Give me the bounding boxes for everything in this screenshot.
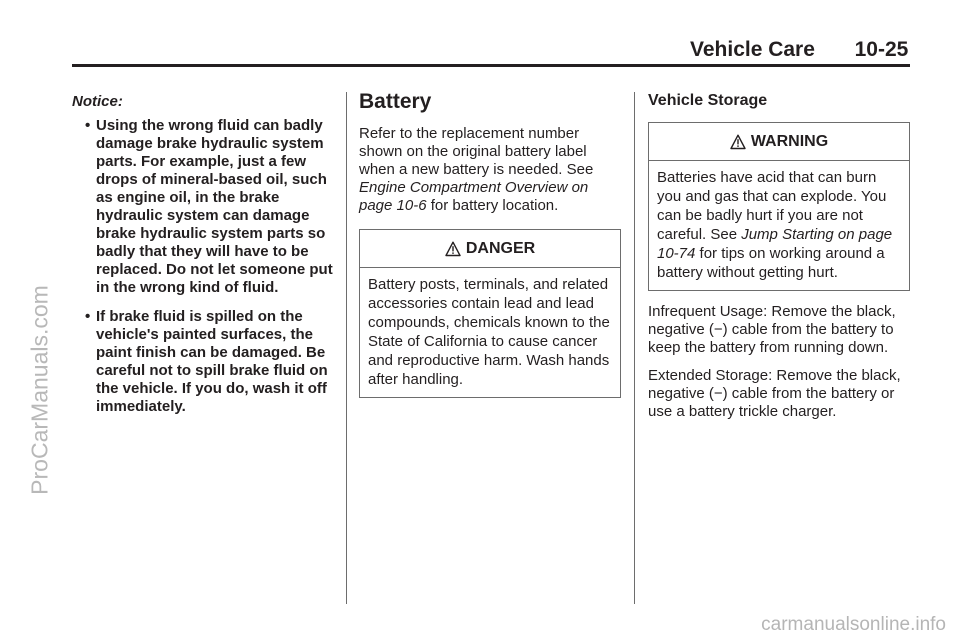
bullet-icon: • <box>85 117 91 134</box>
column-divider-left <box>346 92 347 604</box>
side-watermark-text: ProCarManuals.com <box>26 285 53 495</box>
danger-callout <box>359 229 621 398</box>
extended-storage-paragraph: Extended Storage: Remove the black, negative (−) cable from the battery or use a battery trickle charger. <box>648 367 901 420</box>
notice-bullet <box>72 308 334 416</box>
notice-label: Notice: <box>72 93 123 110</box>
danger-header <box>360 230 620 268</box>
warning-triangle-icon <box>445 241 461 257</box>
battery-column <box>359 89 621 398</box>
side-watermark <box>20 150 60 630</box>
vehicle-storage-column <box>648 91 910 421</box>
battery-intro <box>359 125 621 215</box>
warning-callout <box>648 122 910 291</box>
jump-starting-link[interactable]: Jump Starting on page 10-74 <box>657 226 893 262</box>
warning-triangle-icon <box>730 134 746 150</box>
battery-intro-text: Refer to the replacement number shown on the original battery label when a new battery is needed. <box>359 125 587 178</box>
notice-bullet <box>72 117 334 297</box>
warning-text-before: Batteries have acid that can burn you and gas that can explode. You can be badly hurt if you are not careful. See <box>657 169 887 243</box>
danger-text: Battery posts, terminals, and related accessories contain lead and lead compounds, chemicals known to the State of California to cause cancer and reproductive harm. Wash hands after handling. <box>368 276 610 388</box>
column-divider-right <box>634 92 635 604</box>
warning-header <box>649 123 909 161</box>
warning-title: WARNING <box>750 132 829 150</box>
notice-bullet-text: If brake fluid is spilled on the vehicle's painted surfaces, the paint finish can be damaged. Be careful not to spill brake fluid on the vehicle. If you do, wash it off immediately. <box>96 308 328 415</box>
see-prefix: See <box>566 161 594 178</box>
bullet-icon: • <box>85 308 91 325</box>
battery-heading: Battery <box>359 90 432 113</box>
infrequent-usage-paragraph: Infrequent Usage: Remove the black, negative (−) cable from the battery to keep the battery from running down. <box>648 303 896 356</box>
warning-text-after: for tips on working around a battery without getting hurt. <box>657 245 885 281</box>
header-page-number: 10-25 <box>854 38 909 61</box>
warning-body <box>649 161 909 290</box>
header-rule <box>72 64 910 67</box>
header-section-title: Vehicle Care <box>690 38 815 61</box>
engine-compartment-link[interactable]: Engine Compartment Overview on page 10-6 <box>359 179 589 214</box>
danger-title: DANGER <box>465 239 536 257</box>
vehicle-storage-heading: Vehicle Storage <box>648 92 768 109</box>
page-header <box>690 38 908 62</box>
notice-bullet-text: Using the wrong fluid can badly damage brake hydraulic system parts. For example, just a few drops of mineral-based oil, such as engine oil, in the brake hydraulic system can damage brake hydraulic system parts so badly that they will have to be replaced. Do not let someone put in the wrong kind of fluid. <box>96 117 333 296</box>
bottom-watermark: carmanualsonline.info <box>761 614 946 635</box>
see-suffix: for battery location. <box>426 197 559 214</box>
notice-column <box>72 93 334 427</box>
